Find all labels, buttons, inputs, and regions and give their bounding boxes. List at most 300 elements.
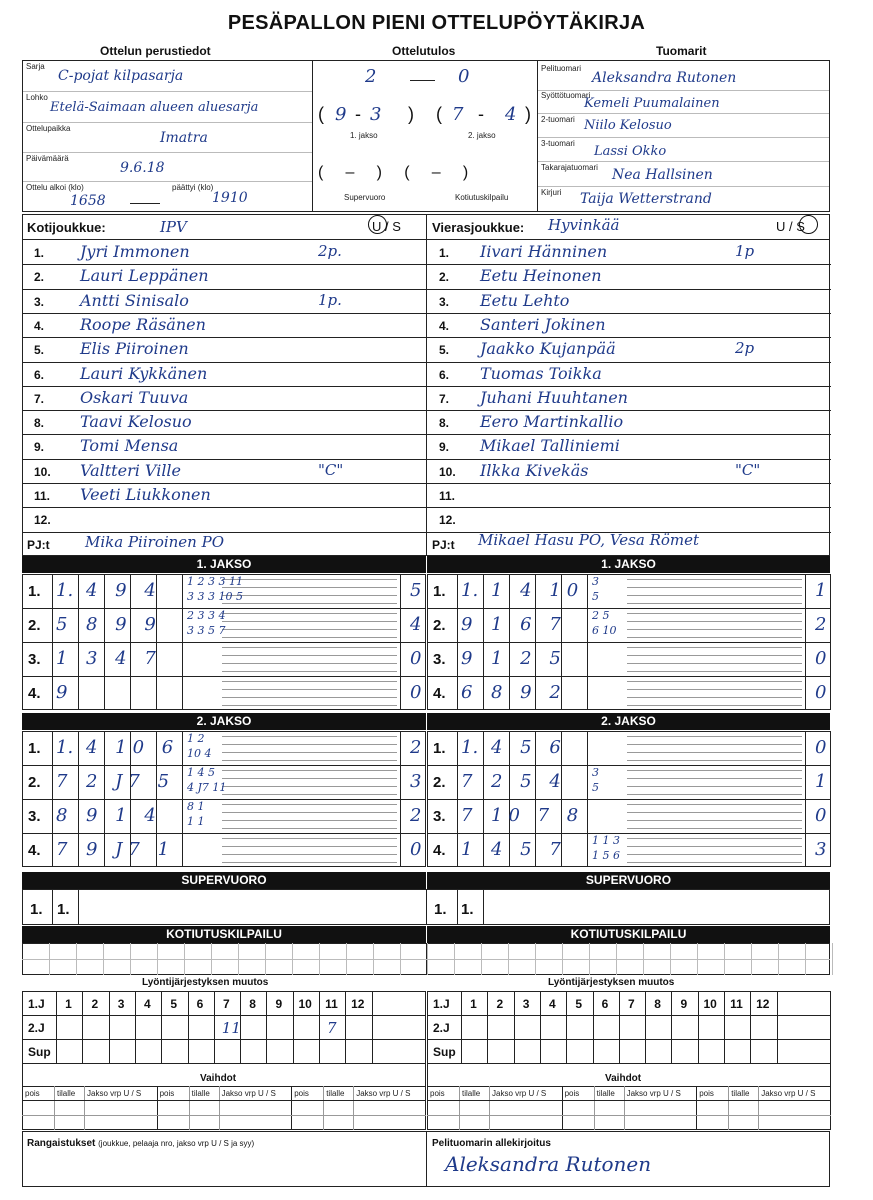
shootout-mid	[22, 959, 830, 960]
subs-col-label: Jakso vrp U / S	[221, 1089, 276, 1098]
home-player-name: Elis Piiroinen	[80, 339, 189, 359]
runs-bottom: 1 5 6	[592, 849, 620, 862]
strike-line	[627, 681, 802, 682]
inning-score: 0	[410, 648, 422, 669]
umpire-3-label: 2-tuomari	[541, 115, 575, 124]
strike-line	[222, 778, 397, 779]
inning-no: 1.	[28, 583, 41, 600]
shootout-col	[535, 943, 536, 975]
inning-no: 1.	[28, 740, 41, 757]
strike-line	[222, 705, 397, 706]
away-player-name: Eero Martinkallio	[480, 412, 624, 432]
strike-line	[627, 637, 802, 638]
away-player-no: 4.	[439, 318, 450, 333]
first-batter: 9	[461, 614, 473, 635]
order-col	[372, 991, 373, 1063]
runs-bottom: 10 4	[187, 747, 212, 760]
shootout-col	[319, 943, 320, 975]
umpires-header: Tuomarit	[656, 44, 707, 58]
order-col-label: 3	[522, 997, 530, 1011]
row-divider	[22, 313, 426, 314]
subs-col-label: tilalle	[731, 1089, 750, 1098]
strike-line	[627, 705, 802, 706]
away-player-name: Ilkka Kivekäs	[480, 460, 589, 480]
strike-line	[627, 647, 802, 648]
signature-label: Pelituomarin allekirjoitus	[432, 1138, 551, 1149]
order-row-line	[427, 1063, 831, 1064]
strike-line	[222, 760, 397, 761]
umpire-1-value: Aleksandra Rutonen	[592, 70, 737, 86]
away-player-no: 12.	[439, 513, 456, 528]
venue-value: Imatra	[160, 130, 208, 146]
away-s-circle	[799, 215, 818, 234]
inning-no: 2.	[28, 774, 41, 791]
row-divider	[427, 483, 831, 484]
row-divider	[427, 264, 831, 265]
away-pj-label: PJ:t	[432, 538, 455, 552]
basic-info-header: Ottelun perustiedot	[100, 44, 211, 58]
home-player-no: 8.	[34, 416, 45, 431]
strike-line	[627, 854, 802, 855]
strike-line	[222, 838, 397, 839]
shootout-col	[643, 943, 644, 975]
home-team-label: Kotijoukkue:	[27, 220, 106, 235]
away-player-note: "C"	[735, 460, 761, 479]
row-line	[22, 765, 426, 766]
home-player-no: 4.	[34, 318, 45, 333]
order-col-label: 7	[222, 997, 230, 1011]
shootout-col	[751, 943, 752, 975]
home-player-name: Roope Räsänen	[80, 314, 206, 334]
home-player-no: 2.	[34, 270, 45, 285]
home-pj-label: PJ:t	[27, 538, 50, 552]
subs-col-label: tilalle	[596, 1089, 615, 1098]
inning-score: 0	[410, 682, 422, 703]
penalties-note: (joukkue, pelaaja nro, jakso vrp U / S ja syy)	[98, 1139, 255, 1148]
group-label: Lohko	[26, 93, 48, 102]
inning-score: 0	[815, 682, 827, 703]
series-label: Sarja	[26, 62, 45, 71]
strike-line	[222, 689, 397, 690]
runs-top: 1 2	[187, 732, 205, 745]
shootout-away-bar: KOTIUTUSKILPAILU	[427, 926, 830, 943]
shootout-col	[76, 943, 77, 975]
subs-col-label: pois	[159, 1089, 175, 1098]
inning-score: 2	[410, 737, 422, 758]
date-label: Päivämäärä	[26, 154, 69, 163]
inning-score: 0	[815, 648, 827, 669]
strike-line	[222, 862, 397, 863]
strike-line	[222, 637, 397, 638]
order-row-line	[427, 1039, 831, 1040]
strike-line	[627, 862, 802, 863]
away-player-name: Santeri Jokinen	[480, 314, 606, 334]
shootout-col	[400, 943, 401, 975]
umpire-6-label: Kirjuri	[541, 188, 562, 197]
first-batter: 7	[461, 771, 473, 792]
strike-line	[627, 794, 802, 795]
shootout-col	[427, 943, 428, 975]
inning-score: 0	[815, 805, 827, 826]
strike-line	[627, 786, 802, 787]
shootout-col	[157, 943, 158, 975]
subs-col-line	[54, 1086, 55, 1130]
first-batter: 7	[56, 771, 68, 792]
super-home-bar: SUPERVUORO	[22, 872, 426, 889]
order-col-label: 8	[249, 997, 256, 1011]
home-player-note: 2p.	[318, 242, 342, 260]
strike-line	[627, 603, 802, 604]
strike-line	[627, 655, 802, 656]
strike-line	[627, 804, 802, 805]
subs-col-line	[219, 1086, 220, 1130]
start-label: Ottelu alkoi (klo)	[26, 183, 84, 192]
strike-line	[222, 786, 397, 787]
row-line	[427, 676, 831, 677]
order-row-line	[22, 1063, 426, 1064]
row-line	[427, 608, 831, 609]
subs-group-line	[291, 1086, 292, 1130]
end-label: päättyi (klo)	[172, 183, 214, 192]
strike-line	[627, 820, 802, 821]
strike-line	[627, 770, 802, 771]
away-player-no: 6.	[439, 367, 450, 382]
super-home-no: 1.	[30, 901, 43, 918]
first-batter: 7	[56, 839, 68, 860]
group-value: Etelä-Saimaan alueen aluesarja	[50, 100, 259, 115]
shootout-col	[103, 943, 104, 975]
away-player-name: Tuomas Toikka	[480, 363, 602, 383]
batters: 8 9 9	[86, 614, 162, 635]
umpire-signature: Aleksandra Rutonen	[445, 1152, 652, 1176]
order-col-label: 6	[601, 997, 609, 1011]
runs-top: 2 5	[592, 609, 610, 622]
strike-line	[627, 828, 802, 829]
first-batter: 1.	[56, 737, 74, 758]
strike-line	[627, 736, 802, 737]
subs-col-line	[353, 1086, 354, 1130]
first-batter: 1.	[56, 580, 74, 601]
order-col-label: 1	[65, 997, 72, 1011]
shootout-col	[508, 943, 509, 975]
home-player-name: Antti Sinisalo	[80, 290, 189, 310]
runs-top: 1 4 5	[187, 766, 215, 779]
start-value: 1658	[70, 193, 106, 209]
first-batter: 1	[461, 839, 473, 860]
strike-line	[222, 595, 397, 596]
subs-col-line	[189, 1086, 190, 1130]
strike-line	[222, 613, 397, 614]
home-player-no: 12.	[34, 513, 51, 528]
shootout-col	[130, 943, 131, 975]
super-away-first: 1.	[461, 901, 474, 918]
order-mark: 7	[327, 1019, 337, 1037]
subs-col-line	[323, 1086, 324, 1130]
strike-line	[627, 595, 802, 596]
strike-line	[627, 752, 802, 753]
order-col	[777, 991, 778, 1063]
first-batter: 5	[56, 614, 68, 635]
strike-line	[222, 854, 397, 855]
inning-score: 5	[410, 580, 422, 601]
home-player-name: Lauri Kykkänen	[80, 363, 208, 383]
subs-col-label: pois	[25, 1089, 40, 1098]
away-order-change-title: Lyöntijärjestyksen muutos	[548, 977, 675, 988]
inning-score: 2	[410, 805, 422, 826]
series-value: C-pojat kilpasarja	[58, 68, 184, 84]
row-line	[427, 642, 831, 643]
order-col-label: 10	[703, 997, 717, 1011]
order-mark: 11	[221, 1019, 241, 1037]
shootout-label: Kotiutuskilpailu	[455, 193, 509, 202]
subs-row-line	[427, 1115, 831, 1116]
runs-top: 1 2 3 3 11	[187, 575, 243, 588]
row-line	[22, 642, 426, 643]
p1-label: 1. jakso	[350, 131, 378, 140]
row-line	[427, 765, 831, 766]
order-col-label: 2	[91, 997, 99, 1011]
p2-away-bar: 2. JAKSO	[427, 713, 830, 730]
p1-away-bar: 1. JAKSO	[427, 556, 830, 573]
order-col-label: 12	[351, 997, 365, 1011]
strike-line	[222, 579, 397, 580]
row-divider	[427, 386, 831, 387]
shootout-col	[265, 943, 266, 975]
runs-top: 3	[592, 575, 599, 588]
away-player-name: Juhani Huuhtanen	[480, 387, 628, 407]
order-col-label: 12	[756, 997, 770, 1011]
subs-col-line	[489, 1086, 490, 1130]
super-away-no: 1.	[434, 901, 447, 918]
strike-line	[627, 689, 802, 690]
inning-score: 3	[815, 839, 827, 860]
shootout-home-bar: KOTIUTUSKILPAILU	[22, 926, 426, 943]
strike-line	[222, 655, 397, 656]
order-col-label: 11	[730, 997, 743, 1011]
subs-col-line	[758, 1086, 759, 1130]
subs-col-label: Jakso vrp U / S	[492, 1089, 547, 1098]
away-result: 0	[458, 66, 470, 87]
subs-col-label: Jakso vrp U / S	[626, 1089, 681, 1098]
away-player-no: 11.	[439, 489, 456, 503]
batters: 8 9 2	[491, 682, 567, 703]
inning-no: 2.	[433, 774, 446, 791]
order-col-label: 9	[680, 997, 688, 1011]
order-col-label: 5	[170, 997, 178, 1011]
p1-away: 3	[370, 104, 382, 125]
subs-col-label: pois	[294, 1089, 309, 1098]
home-player-name: Veeti Liukkonen	[80, 485, 211, 504]
shootout-col	[805, 943, 806, 975]
home-us-marker: U / S	[372, 219, 401, 234]
shootout-col	[670, 943, 671, 975]
inning-no: 3.	[28, 808, 41, 825]
row-divider	[427, 410, 831, 411]
row-line	[22, 799, 426, 800]
row-divider	[427, 459, 831, 460]
batters: 9 J7 1	[86, 839, 176, 860]
subs-group-line	[696, 1086, 697, 1130]
strike-line	[222, 736, 397, 737]
order-col-label: 4	[549, 997, 556, 1011]
inning-no: 2.	[28, 617, 41, 634]
row-divider	[22, 507, 426, 508]
first-batter: 1.	[461, 737, 479, 758]
super-away-bar: SUPERVUORO	[427, 872, 830, 889]
away-player-name: Eetu Heinonen	[480, 266, 602, 286]
inning-no: 1.	[433, 583, 446, 600]
strike-line	[222, 697, 397, 698]
row-divider	[427, 337, 831, 338]
batters: 1 4 10	[491, 580, 585, 601]
strike-line	[627, 587, 802, 588]
runs-top: 8 1	[187, 800, 205, 813]
batters: 2 J7 5	[86, 771, 176, 792]
p1-home-bar: 1. JAKSO	[22, 556, 426, 573]
order-row-label: Sup	[28, 1045, 51, 1059]
strike-line	[627, 778, 802, 779]
strike-line	[627, 760, 802, 761]
first-batter: 9	[461, 648, 473, 669]
strike-line	[627, 613, 802, 614]
order-col-label: 3	[117, 997, 125, 1011]
home-player-name: Valtteri Ville	[80, 460, 182, 480]
home-player-no: 3.	[34, 294, 45, 309]
home-result: 2	[365, 66, 377, 87]
subs-col-line	[624, 1086, 625, 1130]
inning-score: 0	[815, 737, 827, 758]
inning-no: 4.	[433, 842, 446, 859]
strike-line	[222, 770, 397, 771]
runs-bottom: 3 3 5 7	[187, 624, 226, 637]
result-header: Ottelutulos	[392, 44, 456, 58]
runs-bottom: 5	[592, 781, 599, 794]
umpire-5-value: Nea Hallsinen	[612, 167, 713, 183]
away-player-name: Jaakko Kujanpää	[480, 339, 616, 359]
first-batter: 7	[461, 805, 473, 826]
order-row-line	[22, 1015, 426, 1016]
strike-line	[627, 838, 802, 839]
subs-group-line	[157, 1086, 158, 1130]
strike-line	[627, 846, 802, 847]
strike-line	[627, 744, 802, 745]
home-player-no: 6.	[34, 367, 45, 382]
subs-col-label: tilalle	[326, 1089, 345, 1098]
subs-group-line	[562, 1086, 563, 1130]
home-order-change-title: Lyöntijärjestyksen muutos	[142, 977, 269, 988]
inning-score: 2	[815, 614, 827, 635]
batters: 2 5 4	[491, 771, 567, 792]
order-row-label: Sup	[433, 1045, 456, 1059]
p2-label: 2. jakso	[468, 131, 496, 140]
away-player-no: 5.	[439, 343, 450, 358]
home-player-name: Taavi Kelosuo	[80, 412, 192, 432]
away-player-no: 7.	[439, 391, 450, 406]
home-player-no: 10.	[34, 464, 51, 479]
shootout-col	[184, 943, 185, 975]
subs-col-label: pois	[430, 1089, 445, 1098]
home-player-name: Tomi Mensa	[80, 436, 179, 456]
batters: 3 4 7	[86, 648, 162, 669]
strike-line	[222, 828, 397, 829]
strike-line	[222, 647, 397, 648]
shootout-col	[697, 943, 698, 975]
home-u-circle	[368, 215, 387, 234]
strike-line	[627, 579, 802, 580]
strike-line	[222, 629, 397, 630]
inning-no: 4.	[28, 842, 41, 859]
strike-line	[627, 629, 802, 630]
order-col-label: 11	[325, 997, 338, 1011]
away-us-marker: U / S	[776, 219, 805, 234]
runs-bottom: 3 3 3 10 5	[187, 590, 243, 603]
strike-line	[222, 752, 397, 753]
order-col-label: 1	[470, 997, 477, 1011]
inning-score: 1	[815, 580, 827, 601]
strike-line	[222, 812, 397, 813]
home-player-name: Oskari Tuuva	[80, 387, 189, 407]
order-col-label: 2	[496, 997, 504, 1011]
inning-no: 4.	[433, 685, 446, 702]
strike-line	[222, 820, 397, 821]
strike-line	[222, 794, 397, 795]
umpire-1-label: Pelituomari	[541, 64, 582, 73]
order-row-label: 2.J	[433, 1021, 450, 1035]
first-batter: 8	[56, 805, 68, 826]
row-divider	[427, 313, 831, 314]
away-player-name: Eetu Lehto	[480, 290, 570, 310]
runs-top: 2 3 3 4	[187, 609, 226, 622]
shootout-col	[616, 943, 617, 975]
strike-line	[222, 744, 397, 745]
shootout-col	[832, 943, 833, 975]
runs-bottom: 5	[592, 590, 599, 603]
subs-col-label: pois	[564, 1089, 580, 1098]
home-player-name: Jyri Immonen	[80, 242, 190, 261]
batters: 1 2 5	[491, 648, 567, 669]
strike-line	[222, 587, 397, 588]
p2-away: 4	[505, 104, 517, 125]
shootout-col	[346, 943, 347, 975]
home-player-no: 9.	[34, 440, 45, 455]
inning-score: 0	[410, 839, 422, 860]
strike-line	[627, 812, 802, 813]
strike-line	[222, 621, 397, 622]
umpire-2-label: Syöttötuomari	[541, 91, 591, 100]
order-col-label: 8	[654, 997, 661, 1011]
away-player-no: 9.	[439, 440, 450, 455]
inning-score: 1	[815, 771, 827, 792]
p2-home: 7	[452, 104, 464, 125]
row-divider	[427, 507, 831, 508]
first-batter: 6	[461, 682, 473, 703]
strike-line	[627, 621, 802, 622]
super-label: Supervuoro	[344, 193, 386, 202]
strike-line	[222, 846, 397, 847]
umpire-2-value: Kemeli Puumalainen	[584, 96, 720, 111]
away-player-note: 2p	[735, 339, 755, 358]
order-col-label: 6	[196, 997, 204, 1011]
away-pj-value: Mikael Hasu PO, Vesa Römet	[478, 531, 700, 549]
runs-bottom: 6 10	[592, 624, 617, 637]
shootout-col	[238, 943, 239, 975]
away-player-no: 10.	[439, 464, 456, 479]
home-subs-title: Vaihdot	[200, 1073, 237, 1084]
order-col-label: 5	[575, 997, 583, 1011]
strike-line	[627, 671, 802, 672]
shootout-col	[562, 943, 563, 975]
order-col-label: 7	[627, 997, 635, 1011]
